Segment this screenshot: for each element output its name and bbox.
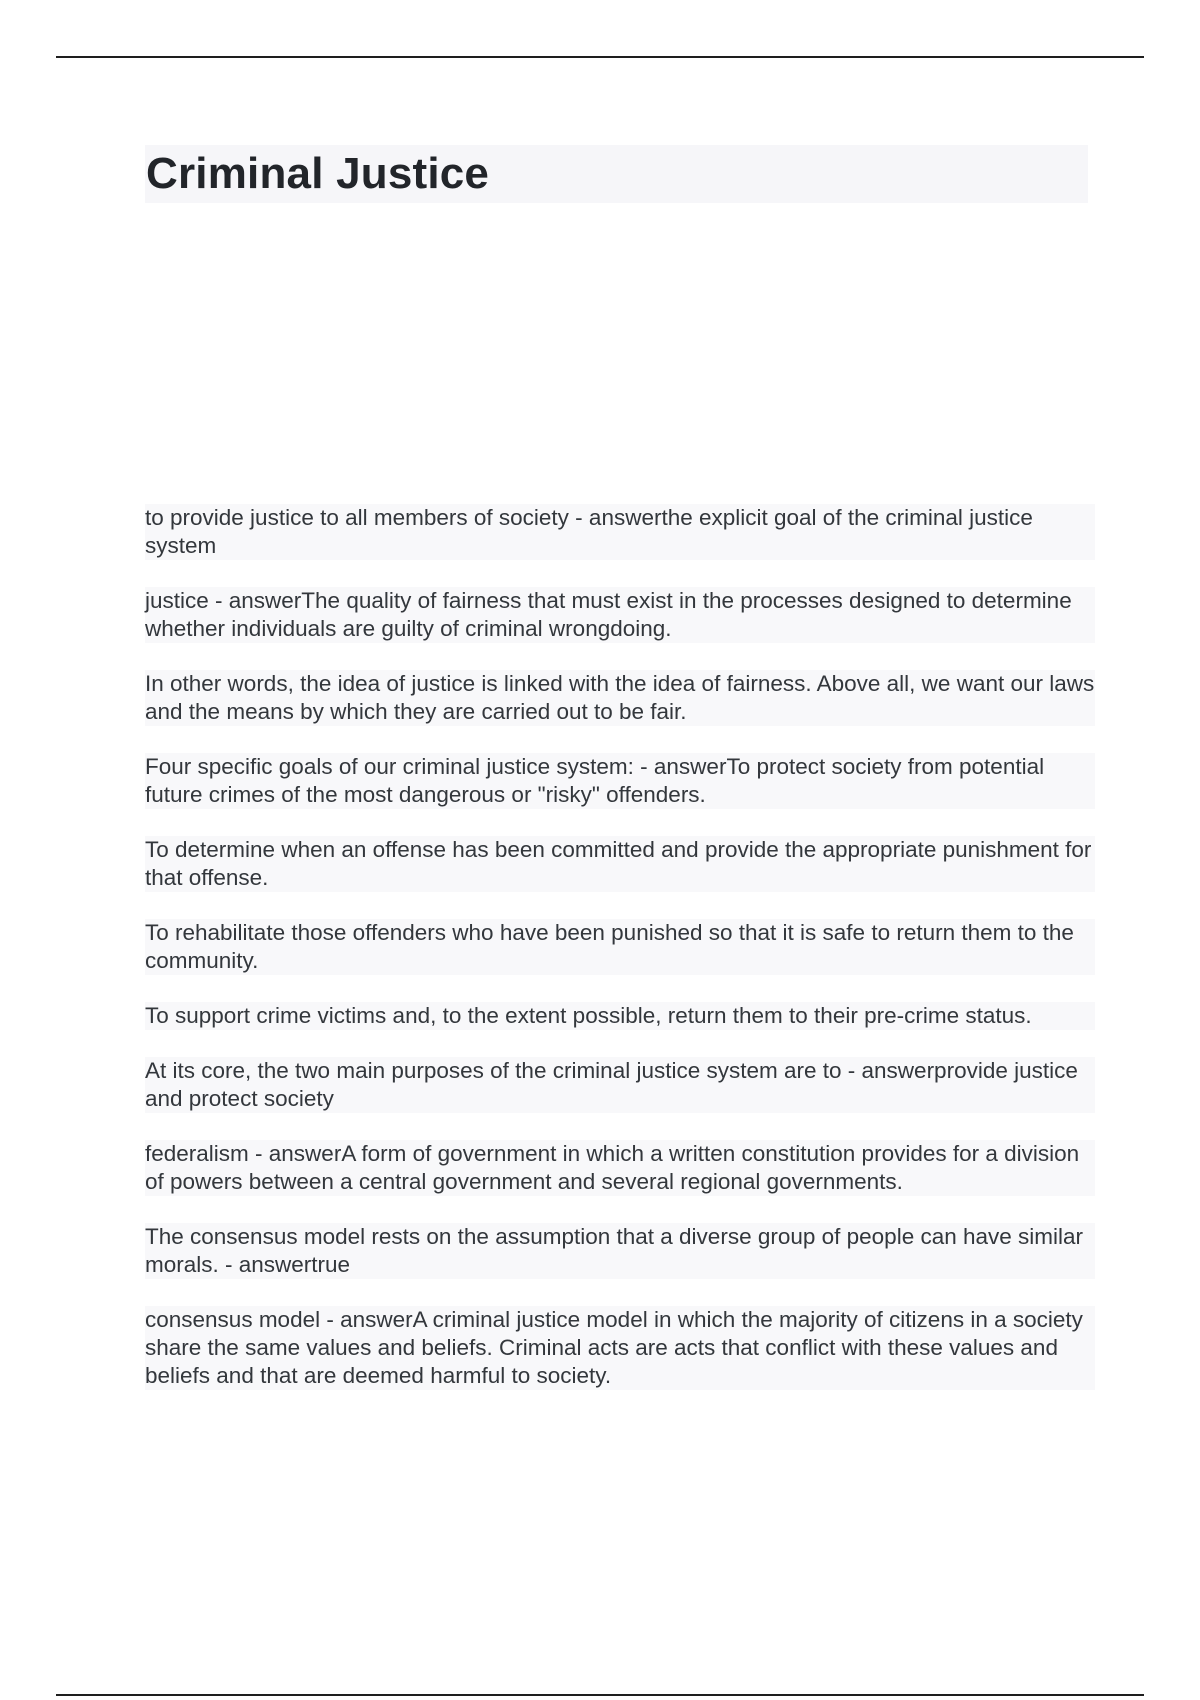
document-title: Criminal Justice (146, 149, 490, 198)
qa-list (145, 504, 1095, 1417)
top-rule (56, 56, 1144, 58)
qa-entry: Four specific goals of our criminal justice system: - answerTo protect society from potential future crimes of the most dangerous or "risky" offenders. (145, 753, 1095, 809)
qa-entry: federalism - answerA form of government in which a written constitution provides for a division of powers between a central government and several regional governments. (145, 1140, 1095, 1196)
qa-entry: consensus model - answerA criminal justice model in which the majority of citizens in a society share the same values and beliefs. Criminal acts are acts that conflict with these values and beliefs and that are deemed harmful to society. (145, 1306, 1095, 1390)
qa-entry: To determine when an offense has been committed and provide the appropriate punishment for that offense. (145, 836, 1095, 892)
qa-entry: To support crime victims and, to the extent possible, return them to their pre-crime status. (145, 1002, 1095, 1030)
qa-entry: To rehabilitate those offenders who have been punished so that it is safe to return them to the community. (145, 919, 1095, 975)
qa-entry: At its core, the two main purposes of the criminal justice system are to - answerprovide justice and protect society (145, 1057, 1095, 1113)
qa-entry: justice - answerThe quality of fairness that must exist in the processes designed to determine whether individuals are guilty of criminal wrongdoing. (145, 587, 1095, 643)
qa-entry: In other words, the idea of justice is linked with the idea of fairness. Above all, we want our laws and the means by which they are carried out to be fair. (145, 671, 1095, 724)
qa-entry: to provide justice to all members of society - answerthe explicit goal of the criminal justice system (145, 504, 1095, 560)
bottom-rule (56, 1694, 1144, 1696)
qa-entry: The consensus model rests on the assumption that a diverse group of people can have similar morals. - answertrue (145, 1223, 1095, 1279)
